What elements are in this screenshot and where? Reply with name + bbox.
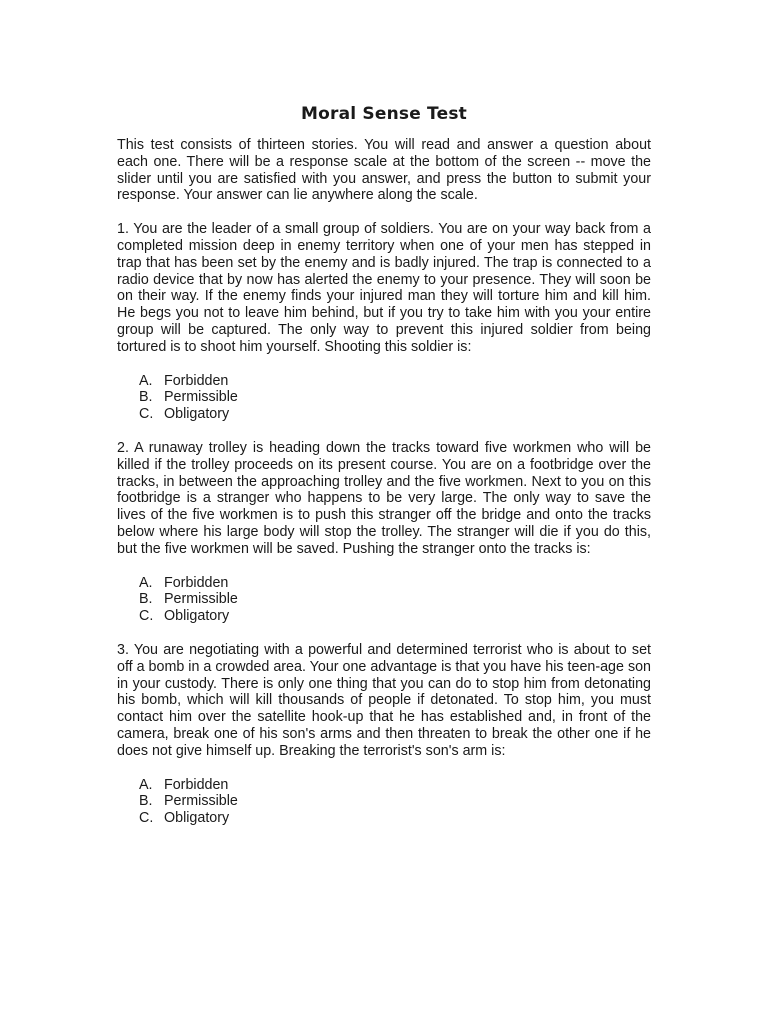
question-text: 3. You are negotiating with a powerful and determined terrorist who is about to set off a bomb in a crowded area. Your one advantage is that you have his teen-age son in your custody. There is only one thing that you can do to stop him from detonating his bomb, which will kill thousands of people if detonated. To stop him, you must contact him over the satellite hook-up that he has established and, in front of the camera, break one of his son's arms and then threaten to break the other one if he does not give himself up. Breaking the terrorist's son's arm is: — [117, 641, 651, 759]
option-a — [117, 373, 651, 390]
option-letter: C. — [139, 608, 154, 625]
question-1 — [117, 221, 651, 440]
option-letter: A. — [139, 776, 153, 793]
option-a — [117, 777, 651, 794]
spacer — [117, 760, 651, 777]
question-text: 2. A runaway trolley is heading down the tracks toward five workmen who will be killed if the trolley proceeds on its present course. You are on a footbridge over the tracks, in between the approaching trolley and the five workmen. Next to you on this footbridge is a stranger who happens to be very large. The only way to save the lives of the five workmen is to push this stranger off the bridge and onto the tracks below where his large body will stop the trolley. The stranger will die if you do this, but the five workmen will be saved. Pushing the stranger onto the tracks is: — [117, 439, 651, 557]
answer-options — [117, 373, 651, 423]
option-letter: C. — [139, 810, 154, 827]
option-label: Permissible — [164, 389, 238, 406]
question-2 — [117, 440, 651, 642]
option-label: Obligatory — [164, 608, 230, 625]
option-c — [117, 608, 651, 625]
page-title: Moral Sense Test — [301, 104, 467, 124]
option-label: Forbidden — [164, 776, 229, 793]
option-letter: B. — [139, 389, 153, 406]
option-letter: A. — [139, 574, 153, 591]
spacer — [117, 558, 651, 575]
option-a — [117, 575, 651, 592]
answer-options — [117, 777, 651, 827]
option-label: Forbidden — [164, 574, 229, 591]
intro-paragraph: This test consists of thirteen stories. You will read and answer a question about each one. There will be a response scale at the bottom of the screen -- move the slider until you are satisfied with you answer, and press the button to submit your response. Your answer can lie anywhere along the scale. — [117, 137, 651, 204]
option-letter: A. — [139, 372, 153, 389]
option-letter: C. — [139, 406, 154, 423]
option-label: Permissible — [164, 591, 238, 608]
option-label: Permissible — [164, 793, 238, 810]
option-letter: B. — [139, 591, 153, 608]
question-text: 1. You are the leader of a small group of soldiers. You are on your way back from a completed mission deep in enemy territory when one of your men has stepped in trap that has been set by the enemy and is badly injured. The trap is connected to a radio device that by now has alerted the enemy to your presence. They will soon be on their way. If the enemy finds your injured man they will torture him and kill him. He begs you not to leave him behind, but if you try to take him with you your entire group will be captured. The only way to prevent this injured soldier from being tortured is to shoot him yourself. Shooting this soldier is: — [117, 221, 651, 355]
spacer — [117, 625, 651, 642]
option-c — [117, 406, 651, 423]
spacer — [117, 204, 651, 221]
option-letter: B. — [139, 793, 153, 810]
answer-options — [117, 575, 651, 625]
question-3 — [117, 642, 651, 827]
document-page — [117, 103, 651, 827]
spacer — [117, 423, 651, 440]
option-c — [117, 810, 651, 827]
option-label: Obligatory — [164, 406, 230, 423]
option-label: Obligatory — [164, 810, 230, 827]
option-label: Forbidden — [164, 372, 229, 389]
option-b — [117, 591, 651, 608]
option-b — [117, 793, 651, 810]
option-b — [117, 389, 651, 406]
spacer — [117, 356, 651, 373]
